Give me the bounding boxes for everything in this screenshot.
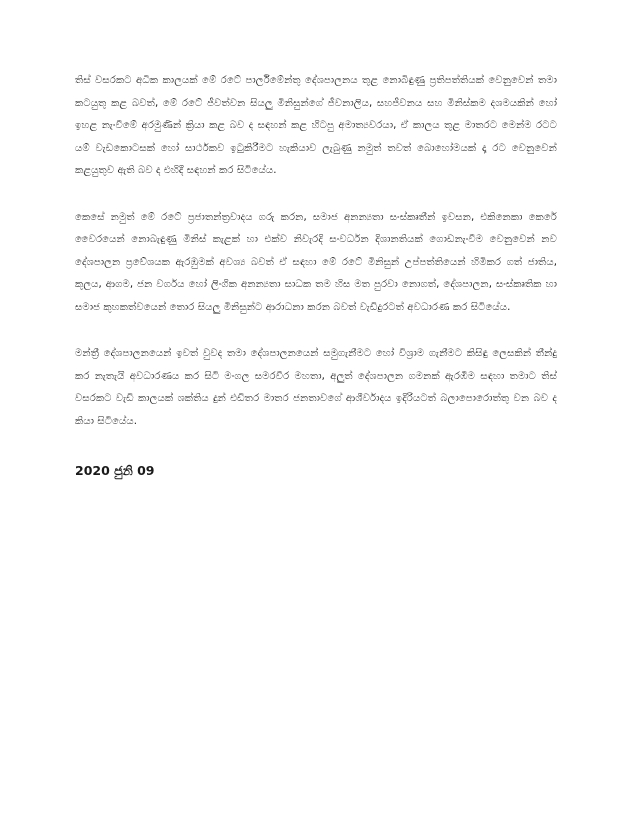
document-body — [75, 70, 557, 481]
paragraph-3: මන්ත්‍රී දේශපාලනයෙන් ඉවත් වුවද තමා දේශපාලනයෙන් සමුගැනීමට හෝ විශ්‍රාම ගැනීමට කිසිඳු ලෙසකින් තීන්දු කර නැතැයි අවධාරණය කර සිටි මංගල සමරවීර මහතා, අලුත් දේශපාලන ගමනක් ඇරඹීම සඳහා තමාට තිස් වසරකට වැඩි කාලයක් ශක්තිය දුන් එඩිතර මාතර ජනතාවගේ ආශීර්වාදය ඉදිරියටත් බලාපොරොත්තු වන බව ද කියා සිටියේය. — [75, 348, 557, 427]
paragraph-1: තිස් වසරකට අධික කාලයක් මේ රටේ පාර්ලිමේන්තු දේශපාලනය තුළ නොබිඳුණු ප්‍රතිපත්තියක් වෙනුවෙන් තමා කටයුතු කළ බවත්, මේ රටේ ජීවත්වන සියලු මිනිසුන්ගේ ජීවනාලිය, සහජීවනය සහ මිනිස්කම දශමයකින් හෝ ඉහළ නැංවීමේ අරමුණින් ක්‍රියා කළ බව ද සඳහන් කළ හිටපු අමාත්‍යවරයා, ඒ කාලය තුළ මාතරට මෙන්ම රටට යම් වැඩකොටසක් හෝ සාර්ථකව ඉටුකිරීමට හැකියාව ලැබුණු නමුත් තවත් බොහෝමයක් දෑ රට වෙනුවෙන් කළයුතුව ඇති බව ද එහිදී සඳහන් කර සිටියේය. — [75, 75, 557, 176]
document-date: 2020 ජුනි 09 — [75, 463, 155, 478]
paragraph-2: කෙසේ නමුත් මේ රටේ ප්‍රජාතන්ත්‍රවාදය ගරු කරන, සමාජ අනන්‍යතා සංස්කෘතීන් ඉවසන, එකිනෙකා කෙරේ වෛරයෙන් නොබැඳුණු මිනිස් කැළක් හා එක්ව නිවැරදි සංවර්ධන දිශානතියක් ගොඩනැංවීම වෙනුවෙන් නව දේශපාලන ප්‍රවේශයක ඇරඹුමක් අවශ්‍ය බවත් ඒ සඳහා මේ රටේ මිනිසුන් උප්පත්තියෙන් හිමිකර ගත් ජාතිය, කුලය, ආගම, ජන වර්ගය හෝ ලිංගික අනන්‍යතා සාධක තම හිස මත පුරවා නොගත්, දේශපාලන, සංස්කෘතික හා සමාජ කුහකත්වයෙන් තොර සියලු මිනිසුන්ට ආරාධනා කරන බවත් වැඩිදුරටත් අවධාරණ කර සිටියේය. — [75, 211, 557, 313]
